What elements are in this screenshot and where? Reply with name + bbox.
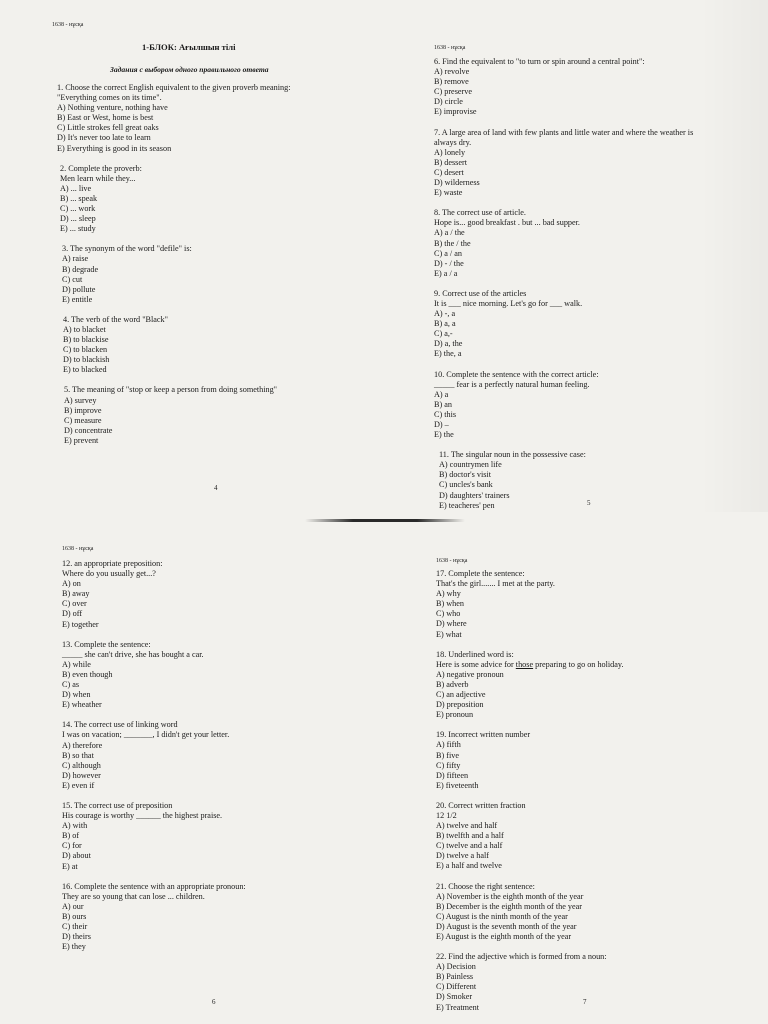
answer-option: E) fiveteenth [436, 780, 479, 790]
answer-option: C) their [62, 922, 88, 931]
answer-option: C) although [62, 760, 101, 770]
question-18: 18. Underlined word is: Here is some advice for those preparing to go on holiday. A) negative pronoun B) adverb C) an adjective D) preposition E) pronoun [436, 649, 624, 720]
answer-option: A) with [62, 821, 88, 831]
question-15: 15. The correct use of preposition His courage is worthy ______ the highest praise. A) with B) of C) for D) about E) at [62, 801, 246, 872]
answer-option: B) East or West, home is best [57, 113, 154, 123]
page-header: 1638 - нұсқа [436, 558, 468, 564]
answer-option: D) concentrate [64, 425, 113, 435]
answer-option: A) why [436, 589, 461, 599]
answer-option: D) twelve a half [436, 851, 489, 861]
answer-option: A) fifth [436, 740, 461, 750]
answer-option: B) twelfth and a half [436, 831, 504, 841]
question-21: 21. Choose the right sentence: A) November is the eighth month of the year B) December is the eighth month of the year C) August is the ninth month of the year D) August is the seventh month of the year E) August is the eighth month of the year [436, 882, 624, 943]
answer-option: B) December is the eighth month of the year [436, 901, 582, 911]
question-6: 6. Find the equivalent to "to turn or spin around a central point": A) revolve B) remove C) preserve D) circle E) improvise [434, 57, 693, 118]
answer-option: A) -, a [434, 309, 456, 319]
answer-option: C) a,- [434, 329, 453, 339]
question-9: 9. Correct use of the articles It is ___ nice morning. Let's go for ___ walk. A) -, a B) a, a C) a,- D) a, the E) the, a [434, 289, 693, 360]
answer-option: E) the [434, 430, 454, 440]
question-2: 2. Complete the proverb: Men learn while they... A) ... live B) ... speak C) ... work D) ... sleep E) ... study [60, 164, 291, 235]
question-3: 3. The synonym of the word "defile" is: A) raise B) degrade C) cut D) pollute E) entitle [62, 244, 291, 305]
answer-option: E) ... study [60, 224, 96, 234]
answer-option: D) about [62, 851, 91, 861]
answer-option: A) while [62, 659, 91, 669]
page-7 [384, 532, 768, 1024]
question-22: 22. Find the adjective which is formed from a noun: A) Decision B) Painless C) Different D) Smoker E) Treatment [436, 952, 624, 1013]
page-header: 1638 - нұсқа [434, 45, 466, 51]
answer-option: A) Nothing venture, nothing have [57, 103, 168, 113]
question-11: 11. The singular noun in the possessive case: A) countrymen life B) doctor's visit C) uncles's bank D) daughters' trainers E) teacheres' pen [439, 450, 693, 511]
page-divider [305, 519, 465, 522]
answer-option: B) dessert [434, 157, 467, 167]
answer-option: D) pollute [62, 284, 96, 294]
question-1: 1. Choose the correct English equivalent to the given proverb meaning: "Everything comes on its time". A) Nothing venture, nothing have B) East or West, home is best C) Little strokes fell great oaks D) It's never too late to learn E) Everything is good in its season [57, 83, 291, 153]
answer-option: D) off [62, 609, 83, 619]
answer-option: B) an [434, 399, 452, 409]
answer-option: A) therefore [62, 740, 103, 750]
page-number: 7 [583, 998, 587, 1006]
answer-option: A) negative pronoun [436, 669, 504, 679]
answer-option: D) – [434, 420, 449, 429]
question-10: 10. Complete the sentence with the correct article: _____ fear is a perfectly natural human feeling. A) a B) an C) this D) – E) the [434, 370, 693, 441]
answer-option: C) preserve [434, 87, 472, 97]
answer-option: E) the, a [434, 349, 462, 359]
answer-option: C) Little strokes fell great oaks [57, 123, 159, 133]
answer-option: B) when [436, 599, 464, 609]
answer-option: A) a / the [434, 228, 465, 238]
answer-option: D) daughters' trainers [439, 490, 510, 500]
answer-option: E) improvise [434, 107, 477, 117]
answer-option: A) November is the eighth month of the year [436, 891, 584, 901]
answer-option: C) uncles's bank [439, 480, 493, 490]
answer-option: D) It's never too late to learn [57, 133, 151, 143]
question-list [57, 83, 291, 456]
answer-option: E) to blacked [63, 365, 107, 375]
answer-option: A) twelve and half [436, 821, 498, 831]
answer-option: D) where [436, 619, 467, 629]
answer-option: E) Everything is good in its season [57, 143, 172, 153]
question-16: 16. Complete the sentence with an appropriate pronoun: They are so young that can lose ... children. A) our B) ours C) their D) theirs E) they [62, 881, 246, 952]
question-14: 14. The correct use of linking word I was on vacation; _______, I didn't get your letter. A) therefore B) so that C) although D) however E) even if [62, 720, 246, 791]
answer-option: E) August is the eighth month of the year [436, 932, 572, 941]
answer-option: D) theirs [62, 932, 91, 942]
answer-option: E) together [62, 619, 99, 629]
answer-option: C) cut [62, 274, 83, 284]
answer-option: B) a, a [434, 319, 456, 329]
question-19: 19. Incorrect written number A) fifth B) five C) fifty D) fifteen E) fiveteenth [436, 730, 624, 791]
answer-option: E) they [62, 942, 86, 952]
answer-option: B) the / the [434, 238, 471, 248]
answer-option: D) to blackish [63, 355, 110, 365]
answer-option: C) as [62, 680, 80, 690]
answer-option: E) what [436, 629, 462, 639]
answer-option: C) Different [436, 982, 477, 992]
answer-option: B) five [436, 750, 459, 760]
answer-option: A) survey [64, 395, 97, 405]
question-18-sentence: Here is some advice for those preparing to go on holiday. [436, 659, 624, 669]
answer-option: E) pronoun [436, 710, 474, 720]
question-17: 17. Complete the sentence: That's the girl....... I met at the party. A) why B) when C) who D) where E) what [436, 569, 624, 640]
answer-option: A) ... live [60, 183, 92, 193]
answer-option: B) ours [62, 911, 87, 921]
answer-option: A) raise [62, 254, 89, 264]
answer-option: C) to blacken [63, 345, 108, 355]
question-4: 4. The verb of the word "Black" A) to blacket B) to blackise C) to blacken D) to blackish E) to blacked [63, 315, 291, 376]
answer-option: D) however [62, 770, 101, 780]
answer-option: D) fifteen [436, 770, 469, 780]
answer-option: B) ... speak [60, 193, 98, 203]
page-5 [384, 0, 768, 512]
question-list [62, 559, 246, 962]
answer-option: B) to blackise [63, 335, 109, 345]
answer-option: B) so that [62, 750, 94, 760]
answer-option: E) a / a [434, 268, 458, 278]
page-number: 4 [214, 484, 218, 492]
page-number: 6 [212, 998, 216, 1006]
answer-option: D) ... sleep [60, 214, 96, 224]
answer-option: A) lonely [434, 147, 466, 157]
answer-option: D) - / the [434, 258, 464, 268]
answer-option: C) for [62, 841, 82, 851]
answer-option: E) even if [62, 780, 95, 790]
answer-option: E) a half and twelve [436, 861, 502, 871]
answer-option: B) away [62, 589, 90, 599]
question-7: 7. A large area of land with few plants and little water and where the weather is always dry. A) lonely B) dessert C) desert D) wilderness E) waste [434, 127, 694, 198]
question-20: 20. Correct written fraction 12 1/2 A) twelve and half B) twelfth and a half C) twelve and a half D) twelve a half E) a half and twelve [436, 801, 624, 872]
answer-option: C) an adjective [436, 690, 486, 700]
block-title: 1-БЛОК: Ағылшын тілі [142, 42, 236, 52]
question-12: 12. an appropriate preposition: Where do you usually get...? A) on B) away C) over D) off E) together [62, 559, 246, 630]
answer-option: C) twelve and a half [436, 841, 503, 851]
answer-option: B) degrade [62, 264, 99, 274]
page-header: 1638 - нұсқа [62, 546, 94, 552]
answer-option: D) preposition [436, 700, 484, 710]
page-number: 5 [587, 499, 591, 507]
page-4 [0, 0, 384, 512]
answer-option: A) a [434, 389, 449, 399]
question-list [434, 57, 693, 521]
answer-option: B) remove [434, 77, 469, 87]
answer-option: E) at [62, 861, 78, 871]
answer-option: A) on [62, 579, 81, 589]
answer-option: A) to blacket [63, 324, 106, 334]
answer-option: C) measure [64, 415, 102, 425]
answer-option: C) a / an [434, 248, 462, 258]
answer-option: B) of [62, 831, 80, 841]
answer-option: E) waste [434, 188, 463, 198]
underlined-word: those [515, 659, 534, 669]
answer-option: D) wilderness [434, 178, 480, 188]
page-6 [0, 532, 384, 1024]
answer-option: D) a, the [434, 339, 463, 349]
question-5: 5. The meaning of "stop or keep a person from doing something" A) survey B) improve C) measure D) concentrate E) prevent [64, 385, 291, 446]
answer-option: B) doctor's visit [439, 470, 491, 480]
block-subtitle: Задания с выбором одного правильного ответа [110, 65, 269, 74]
answer-option: D) when [62, 690, 91, 700]
answer-option: A) Decision [436, 962, 476, 972]
answer-option: B) adverb [436, 679, 469, 689]
answer-option: E) Treatment [436, 1002, 479, 1012]
answer-option: C) fifty [436, 760, 461, 770]
answer-option: C) August is the ninth month of the year [436, 911, 568, 921]
answer-option: C) this [434, 409, 457, 419]
answer-option: B) improve [64, 405, 102, 415]
answer-option: D) Smoker [436, 992, 473, 1002]
answer-option: C) who [436, 609, 461, 619]
answer-option: E) prevent [64, 435, 99, 445]
question-8: 8. The correct use of article. Hope is... good breakfast . but ... bad supper. A) a / the B) the / the C) a / an D) - / the E) a / a [434, 208, 693, 279]
answer-option: A) revolve [434, 67, 470, 77]
question-list [436, 569, 624, 1023]
answer-option: B) even though [62, 669, 113, 679]
answer-option: E) teacheres' pen [439, 500, 495, 510]
answer-option: E) wheather [62, 700, 102, 710]
answer-option: C) over [62, 599, 87, 609]
answer-option: A) countrymen life [439, 460, 502, 470]
answer-option: B) Painless [436, 972, 474, 982]
answer-option: C) ... work [60, 204, 96, 214]
answer-option: C) desert [434, 167, 464, 177]
answer-option: E) entitle [62, 294, 93, 304]
page-header: 1638 - нұсқа [52, 22, 84, 28]
answer-option: D) circle [434, 97, 463, 107]
question-13: 13. Complete the sentence: _____ she can't drive, she has bought a car. A) while B) even though C) as D) when E) wheather [62, 640, 246, 711]
answer-option: A) our [62, 901, 84, 911]
answer-option: D) August is the seventh month of the year [436, 921, 577, 931]
